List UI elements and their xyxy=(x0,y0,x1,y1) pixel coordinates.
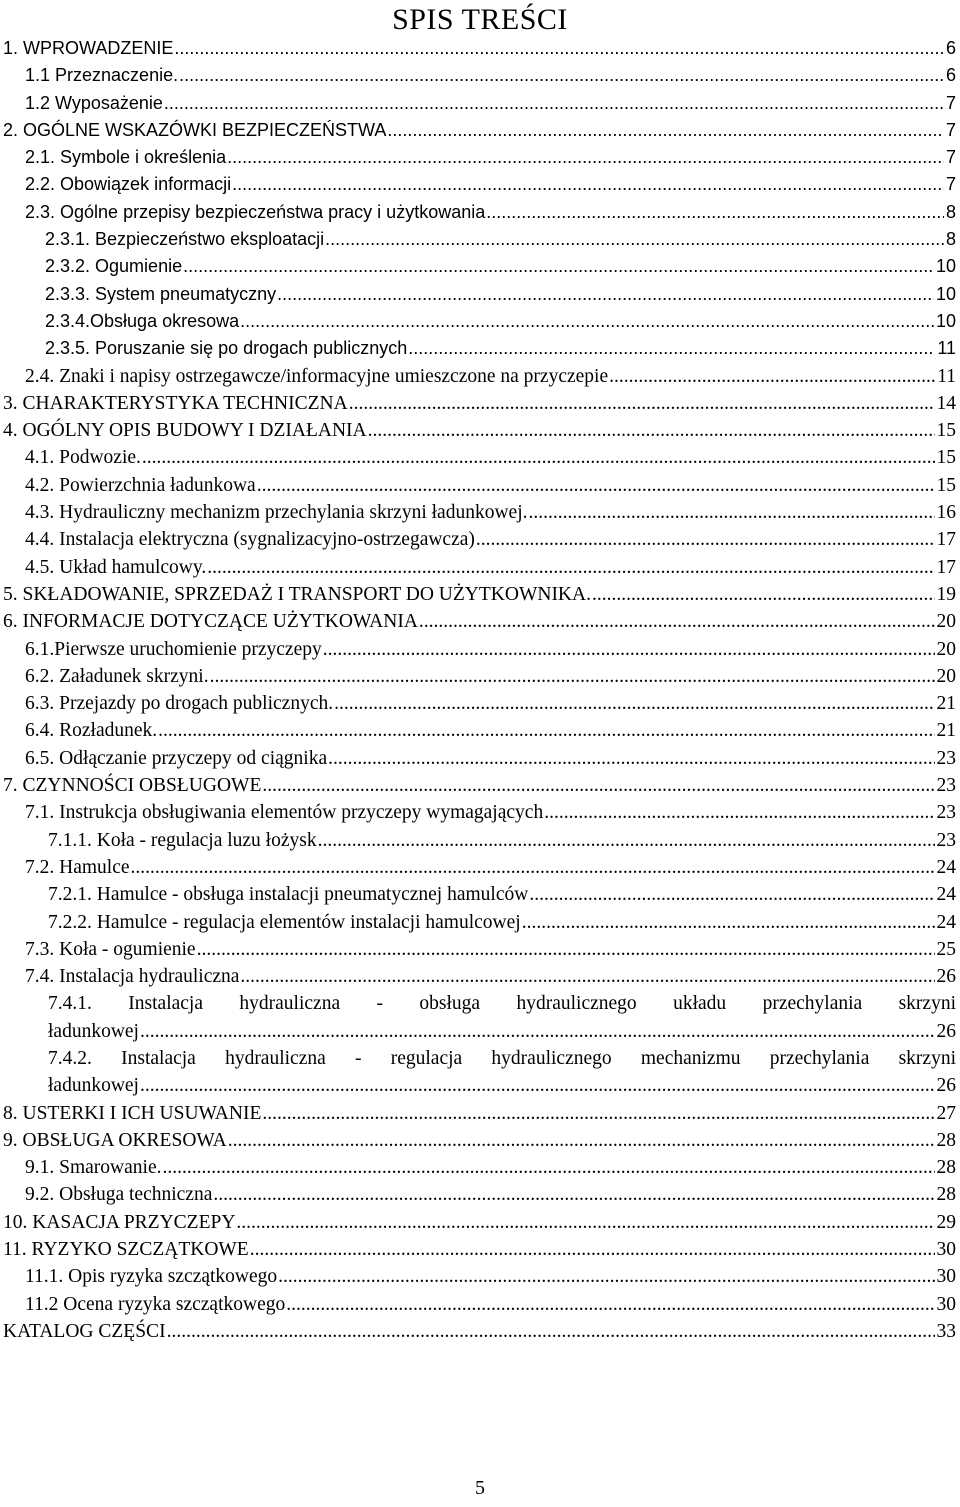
toc-entry[interactable] xyxy=(0,281,960,308)
toc-entry-title: 11. RYZYKO SZCZĄTKOWE xyxy=(3,1239,249,1261)
toc-entry-leader-line xyxy=(3,117,956,144)
toc-entry-inner xyxy=(45,226,956,253)
toc-entry-page: 8 xyxy=(945,229,956,250)
toc-entry-leader-line xyxy=(25,444,956,471)
toc-entry-dot-leader xyxy=(131,854,935,881)
toc-entry-dot-leader xyxy=(240,963,934,990)
toc-entry-leader-line xyxy=(25,171,956,198)
toc-entry[interactable] xyxy=(0,854,960,881)
toc-entry[interactable] xyxy=(0,990,960,1045)
toc-entry-inner xyxy=(3,1100,956,1127)
toc-entry-inner xyxy=(25,717,956,744)
toc-entry-dot-leader xyxy=(387,117,944,144)
toc-entry-leader-line xyxy=(3,390,956,417)
toc-entry-dot-leader xyxy=(328,745,934,772)
toc-entry-title: 7.1. Instrukcja obsługiwania elementów przyczepy wymagających xyxy=(25,802,544,824)
toc-entry-page: 23 xyxy=(936,747,956,769)
toc-entry-title-line: 7.4.1. Instalacja hydrauliczna - obsługa hydraulicznego układu przechylania skrzyni xyxy=(48,993,956,1015)
toc-entry-title: 9.1. Smarowanie. xyxy=(25,1157,162,1179)
toc-entry-dot-leader xyxy=(179,62,944,89)
toc-entry[interactable] xyxy=(0,117,960,144)
toc-entry-leader-line xyxy=(25,799,956,826)
toc-entry-leader-line xyxy=(25,90,956,117)
toc-entry-inner xyxy=(25,62,956,89)
toc-entry-page: 14 xyxy=(936,392,956,414)
toc-entry-title: KATALOG CZĘŚCI xyxy=(3,1320,166,1342)
toc-entry[interactable] xyxy=(0,1209,960,1236)
toc-entry-leader-line xyxy=(25,144,956,171)
toc-entry-page: 21 xyxy=(936,720,956,742)
toc-entry-page: 16 xyxy=(936,502,956,524)
toc-entry-page: 20 xyxy=(936,638,956,660)
toc-entry-dot-leader xyxy=(476,526,935,553)
toc-entry[interactable] xyxy=(0,827,960,854)
toc-entry[interactable] xyxy=(0,35,960,62)
toc-entry[interactable] xyxy=(0,226,960,253)
toc-entry-title: 10. KASACJA PRZYCZEPY xyxy=(3,1211,236,1233)
toc-entry-title: 4.5. Układ hamulcowy. xyxy=(25,556,207,578)
toc-entry-page: 23 xyxy=(936,775,956,797)
toc-entry-inner xyxy=(25,963,956,990)
page-number: 5 xyxy=(475,1477,485,1499)
toc-entry-page: 7 xyxy=(945,147,956,168)
toc-entry[interactable] xyxy=(0,1263,960,1290)
toc-entry-inner xyxy=(25,90,956,117)
toc-entry-dot-leader xyxy=(228,1127,935,1154)
toc-entry-inner xyxy=(25,690,956,717)
toc-entry-inner xyxy=(25,663,956,690)
toc-entry-title: 2.3.1. Bezpieczeństwo eksploatacji xyxy=(45,229,325,250)
toc-entry-title: 6.2. Załadunek skrzyni. xyxy=(25,665,209,687)
toc-entry-title: 5. SKŁADOWANIE, SPRZEDAŻ I TRANSPORT DO UŻYTKOWNIKA. xyxy=(3,583,591,605)
toc-entry-inner xyxy=(25,636,956,663)
toc-entry-dot-leader xyxy=(349,390,935,417)
toc-entry[interactable] xyxy=(0,253,960,280)
toc-entry-leader-line xyxy=(25,472,956,499)
toc-entry-dot-leader xyxy=(318,827,935,854)
toc-entry-title-line: 7.4.2. Instalacja hydrauliczna - regulacja hydraulicznego mechanizmu przechylania skrzyni xyxy=(48,1047,956,1069)
toc-entry-leader-line xyxy=(25,199,956,226)
toc-entry-dot-leader xyxy=(213,1181,934,1208)
toc-entry-title: 11.1. Opis ryzyka szczątkowego xyxy=(25,1266,278,1288)
toc-entry-page: 10 xyxy=(935,256,956,277)
toc-entry-page: 17 xyxy=(936,529,956,551)
toc-entry-dot-leader xyxy=(286,1291,934,1318)
toc-entry-title: 2.2. Obowiązek informacji xyxy=(25,174,232,195)
toc-entry-dot-leader xyxy=(368,417,935,444)
toc-entry-page: 23 xyxy=(936,802,956,824)
toc-entry-page: 27 xyxy=(936,1102,956,1124)
toc-entry-page: 6 xyxy=(945,38,956,58)
toc-entry-title: ładunkowej xyxy=(48,1075,139,1097)
toc-entry-leader-line xyxy=(25,1263,956,1290)
toc-entry-inner xyxy=(3,390,956,417)
toc-entry-dot-leader xyxy=(278,1263,934,1290)
toc-entry-dot-leader xyxy=(236,1209,934,1236)
toc-entry-inner xyxy=(48,1045,956,1100)
toc-entry-title: 8. USTERKI I ICH USUWANIE xyxy=(3,1102,262,1124)
toc-entry-dot-leader xyxy=(140,1072,935,1099)
toc-entry-leader-line xyxy=(3,772,956,799)
toc-entry-leader-line xyxy=(25,62,956,89)
toc-entry-dot-leader xyxy=(334,690,934,717)
toc-entry[interactable] xyxy=(0,1181,960,1208)
toc-entry-leader-line xyxy=(3,608,956,635)
toc-entry[interactable] xyxy=(0,1291,960,1318)
toc-entry-title: 2.3.4.Obsługa okresowa xyxy=(45,310,240,331)
toc-entry-inner xyxy=(45,281,956,308)
toc-entry-dot-leader xyxy=(183,253,934,280)
toc-entry-inner xyxy=(25,144,956,171)
toc-entry-leader-line xyxy=(45,308,956,335)
toc-entry[interactable] xyxy=(0,472,960,499)
toc-entry[interactable] xyxy=(0,799,960,826)
toc-entry-inner xyxy=(25,936,956,963)
toc-entry[interactable] xyxy=(0,390,960,417)
toc-entry-leader-line xyxy=(48,881,956,908)
toc-entry-leader-line xyxy=(45,281,956,308)
toc-entry-title: 6.4. Rozładunek. xyxy=(25,720,158,742)
toc-entry-title: 7.3. Koła - ogumienie xyxy=(25,938,196,960)
toc-entry-dot-leader xyxy=(609,363,935,390)
toc-entry-leader-line xyxy=(3,581,956,608)
toc-entry[interactable] xyxy=(0,881,960,908)
toc-entry-title: 7.1.1. Koła - regulacja luzu łożysk xyxy=(48,829,317,851)
toc-entry-inner xyxy=(25,854,956,881)
toc-entry[interactable] xyxy=(0,444,960,471)
toc-entry[interactable] xyxy=(0,909,960,936)
toc-entry[interactable] xyxy=(0,745,960,772)
toc-entry-page: 30 xyxy=(936,1239,956,1261)
toc-entry-title: 1.2 Wyposażenie xyxy=(25,92,163,113)
table-of-contents xyxy=(0,35,960,1345)
toc-entry[interactable] xyxy=(0,171,960,198)
toc-entry-inner xyxy=(48,990,956,1045)
page-title: SPIS TREŚCI xyxy=(392,3,568,36)
toc-entry-title: 11.2 Ocena ryzyka szczątkowego xyxy=(25,1293,286,1315)
toc-entry[interactable] xyxy=(0,62,960,89)
toc-entry-leader-line xyxy=(45,253,956,280)
toc-entry-page: 24 xyxy=(936,856,956,878)
toc-entry-page: 17 xyxy=(936,556,956,578)
toc-entry-inner xyxy=(25,363,956,390)
toc-entry-inner xyxy=(48,881,956,908)
toc-entry-leader-line xyxy=(25,636,956,663)
toc-entry-leader-line xyxy=(3,1100,956,1127)
toc-entry-title: 6.1.Pierwsze uruchomienie przyczepy xyxy=(25,638,322,660)
toc-entry[interactable] xyxy=(0,581,960,608)
toc-entry-page: 30 xyxy=(936,1266,956,1288)
toc-entry-inner xyxy=(25,199,956,226)
toc-entry[interactable] xyxy=(0,554,960,581)
toc-entry-dot-leader xyxy=(164,90,944,117)
toc-entry-dot-leader xyxy=(210,663,935,690)
toc-entry-dot-leader xyxy=(529,499,935,526)
toc-entry-dot-leader xyxy=(529,881,934,908)
toc-entry-title: 2.3.2. Ogumienie xyxy=(45,256,183,277)
toc-entry-leader-line xyxy=(45,226,956,253)
toc-entry-dot-leader xyxy=(227,144,944,171)
toc-entry-title: 1. WPROWADZENIE xyxy=(3,38,174,58)
toc-entry-title: 7. CZYNNOŚCI OBSŁUGOWE xyxy=(3,775,262,797)
toc-entry-page: 29 xyxy=(936,1211,956,1233)
toc-entry-dot-leader xyxy=(522,909,935,936)
toc-entry-leader-line xyxy=(25,690,956,717)
toc-entry-leader-line xyxy=(3,1318,956,1345)
toc-entry-inner xyxy=(3,1209,956,1236)
toc-entry-inner xyxy=(3,417,956,444)
toc-entry-leader-line xyxy=(3,1236,956,1263)
toc-entry-page: 15 xyxy=(936,447,956,469)
toc-entry-inner xyxy=(3,581,956,608)
toc-entry-inner xyxy=(25,745,956,772)
toc-entry-page: 24 xyxy=(936,911,956,933)
toc-entry[interactable] xyxy=(0,199,960,226)
toc-entry-title: ładunkowej xyxy=(48,1020,139,1042)
toc-entry-dot-leader xyxy=(325,226,944,253)
toc-entry-page: 7 xyxy=(945,92,956,113)
toc-entry-dot-leader xyxy=(207,554,934,581)
toc-entry-title: 2.3.3. System pneumatyczny xyxy=(45,283,277,304)
toc-entry-inner xyxy=(3,1318,956,1345)
toc-entry-leader-line xyxy=(25,963,956,990)
toc-entry[interactable] xyxy=(0,772,960,799)
toc-entry[interactable] xyxy=(0,1236,960,1263)
toc-entry-title: 6. INFORMACJE DOTYCZĄCE UŻYTKOWANIA xyxy=(3,611,418,633)
toc-entry[interactable] xyxy=(0,1045,960,1100)
toc-entry-dot-leader xyxy=(197,936,935,963)
toc-entry-dot-leader xyxy=(250,1236,935,1263)
toc-entry-page: 11 xyxy=(937,365,956,387)
toc-entry-inner xyxy=(3,772,956,799)
toc-entry-page: 15 xyxy=(936,474,956,496)
toc-entry-dot-leader xyxy=(544,799,934,826)
toc-entry-dot-leader xyxy=(592,581,935,608)
toc-entry-title: 4.2. Powierzchnia ładunkowa xyxy=(25,474,256,496)
toc-entry-inner xyxy=(25,1154,956,1181)
toc-entry-dot-leader xyxy=(232,171,944,198)
toc-entry-title: 9. OBSŁUGA OKRESOWA xyxy=(3,1129,227,1151)
toc-entry-leader-line xyxy=(48,827,956,854)
toc-entry-leader-line xyxy=(25,717,956,744)
toc-entry-leader-line xyxy=(3,35,956,62)
toc-entry-dot-leader xyxy=(240,308,934,335)
toc-entry-inner xyxy=(25,799,956,826)
toc-entry-title: 4.1. Podwozie. xyxy=(25,447,141,469)
toc-entry[interactable] xyxy=(0,308,960,335)
toc-entry-page: 11 xyxy=(937,338,956,359)
toc-entry-title: 7.2.1. Hamulce - obsługa instalacji pneumatycznej hamulców xyxy=(48,884,529,906)
toc-entry-page: 24 xyxy=(936,884,956,906)
toc-entry-inner xyxy=(25,554,956,581)
toc-entry[interactable] xyxy=(0,1127,960,1154)
toc-entry-title: 6.3. Przejazdy po drogach publicznych. xyxy=(25,693,334,715)
toc-entry-title: 7.2. Hamulce xyxy=(25,856,130,878)
toc-entry-leader-line xyxy=(25,526,956,553)
toc-entry-leader-line xyxy=(25,936,956,963)
toc-entry-inner xyxy=(3,117,956,144)
toc-entry-page: 8 xyxy=(945,201,956,222)
toc-entry-leader-line xyxy=(25,745,956,772)
toc-entry-inner xyxy=(25,1291,956,1318)
toc-entry-dot-leader xyxy=(142,444,935,471)
toc-entry-leader-line xyxy=(48,1072,956,1099)
toc-entry-page: 20 xyxy=(936,611,956,633)
toc-entry-dot-leader xyxy=(323,636,935,663)
toc-entry-inner xyxy=(25,472,956,499)
toc-entry-leader-line xyxy=(25,499,956,526)
toc-entry[interactable] xyxy=(0,526,960,553)
toc-entry-page: 30 xyxy=(936,1293,956,1315)
toc-entry-title: 4. OGÓLNY OPIS BUDOWY I DZIAŁANIA xyxy=(3,420,367,442)
toc-entry-title: 2. OGÓLNE WSKAZÓWKI BEZPIECZEŃSTWA xyxy=(3,119,387,140)
toc-entry-leader-line xyxy=(48,1018,956,1045)
toc-entry-leader-line xyxy=(3,1127,956,1154)
toc-entry-title: 6.5. Odłączanie przyczepy od ciągnika xyxy=(25,747,328,769)
toc-entry[interactable] xyxy=(0,663,960,690)
toc-entry-dot-leader xyxy=(486,199,944,226)
toc-entry-leader-line xyxy=(25,1181,956,1208)
toc-entry-page: 10 xyxy=(935,283,956,304)
toc-entry-inner xyxy=(48,909,956,936)
toc-entry-dot-leader xyxy=(174,35,944,62)
toc-entry-page: 28 xyxy=(936,1184,956,1206)
toc-entry-dot-leader xyxy=(419,608,935,635)
toc-entry[interactable] xyxy=(0,1100,960,1127)
toc-entry-dot-leader xyxy=(408,335,935,362)
toc-entry-leader-line xyxy=(3,417,956,444)
toc-entry-title: 3. CHARAKTERYSTYKA TECHNICZNA xyxy=(3,392,348,414)
toc-entry-inner xyxy=(25,444,956,471)
toc-entry-leader-line xyxy=(25,1154,956,1181)
toc-entry-page: 7 xyxy=(945,119,956,140)
toc-entry-leader-line xyxy=(45,335,956,362)
toc-entry-title: 4.3. Hydrauliczny mechanizm przechylania skrzyni ładunkowej. xyxy=(25,502,528,524)
toc-entry-leader-line xyxy=(25,554,956,581)
toc-entry-page: 20 xyxy=(936,665,956,687)
toc-entry-inner xyxy=(25,499,956,526)
toc-entry-inner xyxy=(45,308,956,335)
toc-entry-page: 7 xyxy=(945,174,956,195)
toc-entry-title: 2.3. Ogólne przepisy bezpieczeństwa pracy i użytkowania xyxy=(25,201,486,222)
toc-entry[interactable] xyxy=(0,144,960,171)
toc-entry-dot-leader xyxy=(162,1154,934,1181)
toc-entry-leader-line xyxy=(3,1209,956,1236)
toc-entry-page: 10 xyxy=(935,310,956,331)
toc-entry-leader-line xyxy=(25,663,956,690)
toc-entry[interactable] xyxy=(0,335,960,362)
toc-entry-dot-leader xyxy=(277,281,934,308)
toc-entry-inner xyxy=(3,35,956,62)
toc-entry-title: 2.3.5. Poruszanie się po drogach publicznych xyxy=(45,338,408,359)
toc-entry-inner xyxy=(45,335,956,362)
toc-entry-inner xyxy=(25,526,956,553)
toc-entry-title: 7.2.2. Hamulce - regulacja elementów instalacji hamulcowej xyxy=(48,911,521,933)
toc-entry-dot-leader xyxy=(158,717,934,744)
toc-entry-title: 2.1. Symbole i określenia xyxy=(25,147,227,168)
toc-entry-page: 28 xyxy=(936,1129,956,1151)
toc-entry[interactable] xyxy=(0,690,960,717)
toc-entry-page: 19 xyxy=(936,583,956,605)
toc-entry-title: 7.4. Instalacja hydrauliczna xyxy=(25,966,240,988)
toc-entry-page: 26 xyxy=(936,1020,956,1042)
toc-entry-page: 26 xyxy=(936,1075,956,1097)
toc-entry-title: 1.1 Przeznaczenie. xyxy=(25,65,179,86)
toc-entry-dot-leader xyxy=(257,472,935,499)
toc-entry-inner xyxy=(3,1127,956,1154)
toc-entry[interactable] xyxy=(0,963,960,990)
toc-entry-dot-leader xyxy=(140,1018,935,1045)
toc-entry-leader-line xyxy=(48,909,956,936)
toc-entry-inner xyxy=(48,827,956,854)
toc-entry-dot-leader xyxy=(167,1318,935,1345)
toc-entry-dot-leader xyxy=(262,1100,934,1127)
toc-entry-page: 15 xyxy=(936,420,956,442)
toc-entry[interactable] xyxy=(0,363,960,390)
toc-entry-inner xyxy=(25,1263,956,1290)
toc-entry-page: 21 xyxy=(936,693,956,715)
toc-entry-inner xyxy=(3,608,956,635)
toc-entry-leader-line xyxy=(25,363,956,390)
toc-entry[interactable] xyxy=(0,417,960,444)
toc-entry-inner xyxy=(3,1236,956,1263)
toc-entry-page: 33 xyxy=(936,1320,956,1342)
toc-entry-inner xyxy=(25,171,956,198)
toc-entry[interactable] xyxy=(0,936,960,963)
toc-entry-page: 28 xyxy=(936,1157,956,1179)
toc-entry-page: 6 xyxy=(945,65,956,86)
toc-entry-leader-line xyxy=(25,854,956,881)
toc-entry-inner xyxy=(25,1181,956,1208)
toc-entry-page: 25 xyxy=(936,938,956,960)
toc-entry[interactable] xyxy=(0,90,960,117)
toc-entry-title: 4.4. Instalacja elektryczna (sygnalizacyjno-ostrzegawcza) xyxy=(25,529,475,551)
toc-entry-dot-leader xyxy=(262,772,934,799)
toc-entry-inner xyxy=(45,253,956,280)
toc-entry-title: 2.4. Znaki i napisy ostrzegawcze/informacyjne umieszczone na przyczepie xyxy=(25,365,609,387)
toc-entry[interactable] xyxy=(0,499,960,526)
toc-entry-title: 9.2. Obsługa techniczna xyxy=(25,1184,213,1206)
toc-entry-page: 26 xyxy=(936,966,956,988)
toc-entry[interactable] xyxy=(0,608,960,635)
toc-entry-leader-line xyxy=(25,1291,956,1318)
toc-entry-page: 23 xyxy=(936,829,956,851)
toc-entry[interactable] xyxy=(0,1318,960,1345)
toc-entry[interactable] xyxy=(0,1154,960,1181)
toc-entry[interactable] xyxy=(0,636,960,663)
toc-entry[interactable] xyxy=(0,717,960,744)
